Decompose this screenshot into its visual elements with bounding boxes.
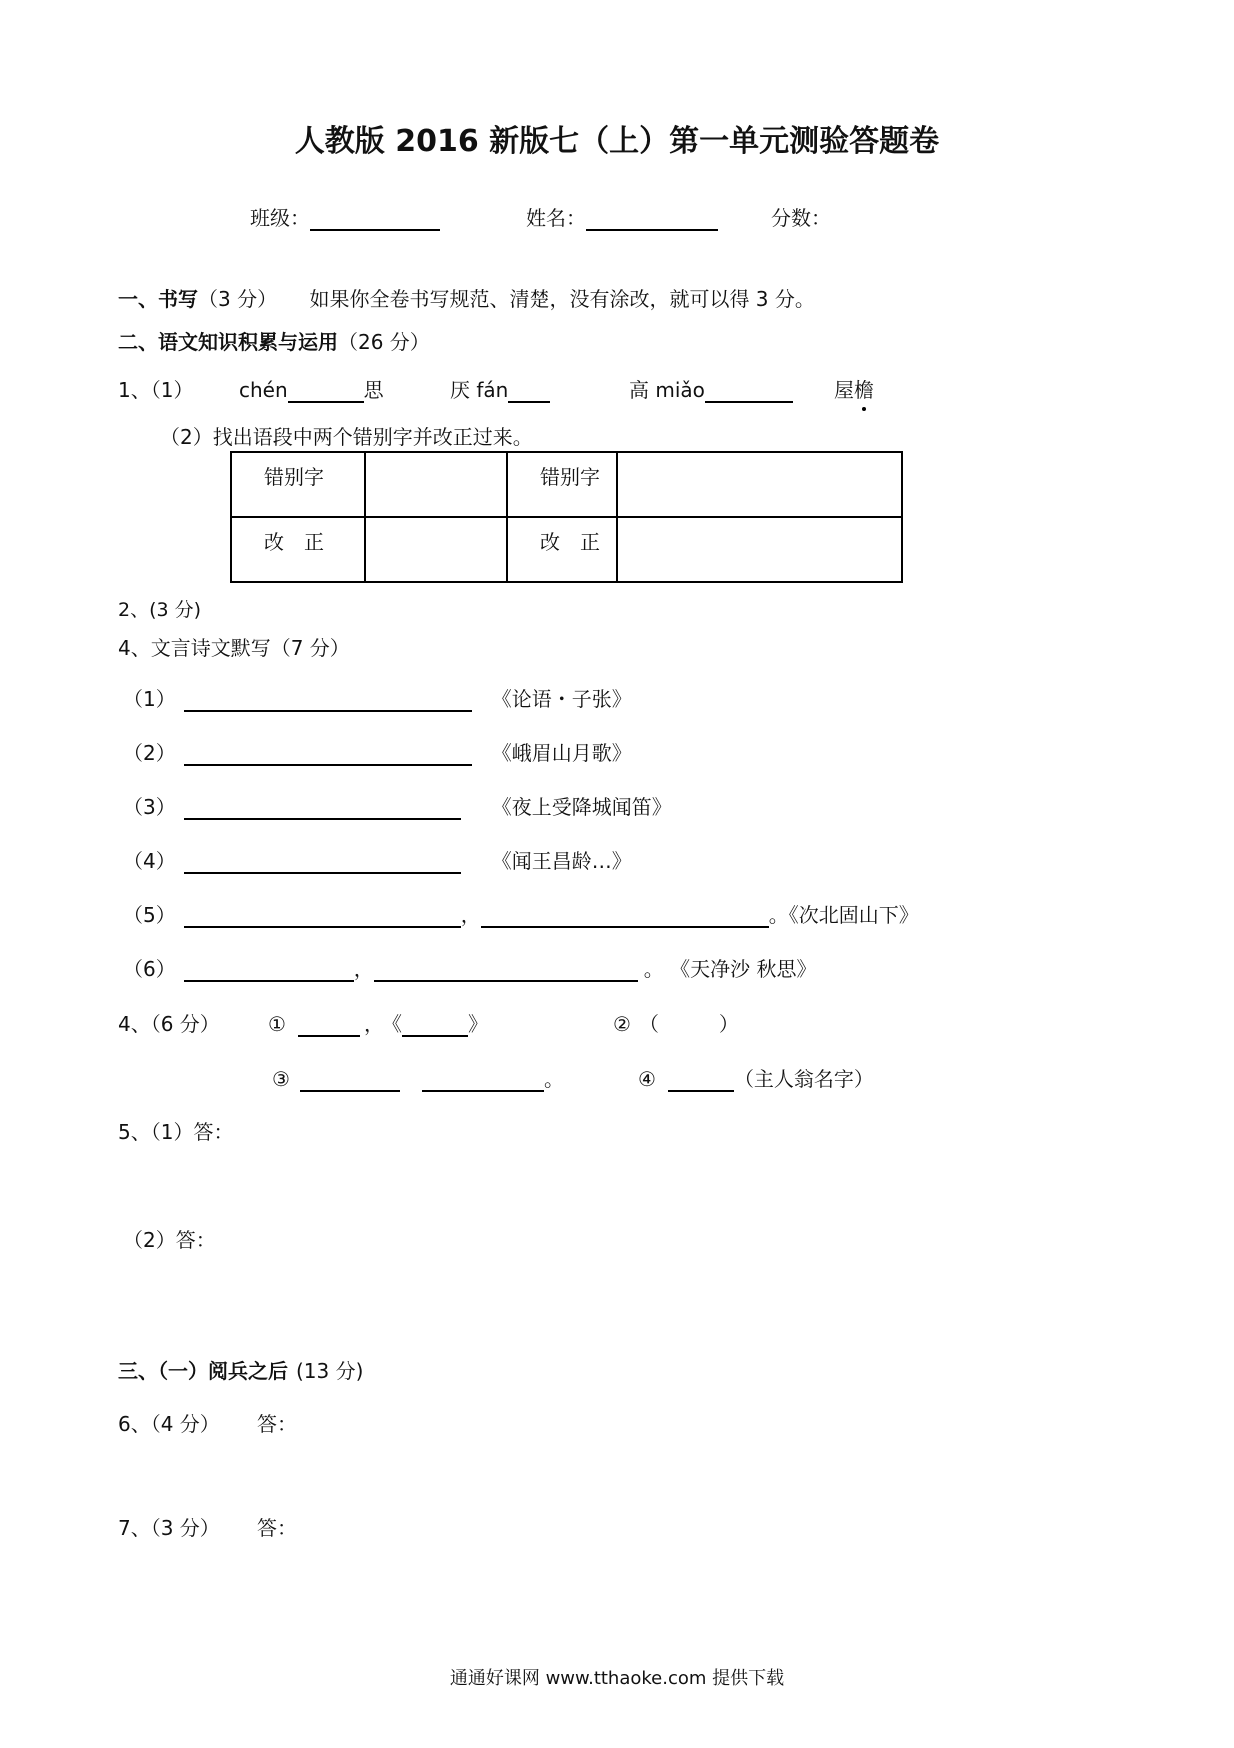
- q1-word-1: [239, 374, 384, 403]
- q4b-item-4-blank[interactable]: [668, 1090, 734, 1092]
- correction-table: [230, 451, 903, 583]
- q1-word-1-pinyin: chén: [239, 378, 288, 402]
- section-1-points: （3 分）: [198, 287, 278, 311]
- q4b-item-1-marker: ①: [268, 1012, 286, 1036]
- section-2-points: （26 分）: [338, 330, 430, 354]
- section-2: [118, 326, 430, 355]
- q4b-item-2: [613, 1008, 739, 1037]
- poem-line-3-source: 《夜上受降城闻笛》: [491, 795, 672, 819]
- poem-line-2-source: 《峨眉山月歌》: [491, 741, 632, 765]
- poem-line-5-sep: ，: [460, 903, 481, 927]
- poem-line-6-blank-b[interactable]: [374, 980, 638, 982]
- q4a-heading: 4、文言诗文默写（7 分）: [118, 636, 350, 660]
- section-3-heading: 三、（一）阅兵之后: [118, 1359, 288, 1383]
- q4b-number: 4、（6 分）: [118, 1012, 220, 1036]
- section-2-heading: 二、语文知识积累与运用: [118, 330, 338, 354]
- score-label: 分数：: [771, 206, 831, 230]
- class-blank: [310, 229, 440, 231]
- q1-word-2: [450, 374, 550, 403]
- q4b-item-1-comma: ，: [363, 1012, 384, 1036]
- q2-label: 2、(3 分): [118, 599, 202, 621]
- q6-number: 6、（4 分）: [118, 1412, 220, 1436]
- q4b-item-3-marker: ③: [272, 1067, 290, 1091]
- q1-word-2-blank: [508, 401, 550, 403]
- q1-word-1-tail: 思: [363, 378, 384, 402]
- page-title: 人教版 2016 新版七（上）第一单元测验答题卷: [294, 124, 940, 159]
- poem-line-4-num: （4）: [123, 849, 176, 873]
- poem-line-4-blank[interactable]: [184, 872, 461, 874]
- q1-word-4-a: 屋: [834, 378, 854, 402]
- q1-word-4-b-dotted: 檐: [854, 374, 874, 403]
- poem-line-3-num: （3）: [123, 795, 176, 819]
- q7-answer-label: 答：: [257, 1516, 297, 1540]
- poem-line-6-sep: ，: [353, 957, 374, 981]
- footer-credit: 通通好课网 www.tthaoke.com 提供下载: [449, 1668, 785, 1689]
- poem-line-5-blank-b[interactable]: [481, 926, 769, 928]
- class-field: [250, 202, 440, 231]
- q4b-item-1: [268, 1008, 488, 1037]
- q1-word-3-blank: [705, 401, 793, 403]
- poem-line-5-blank-a[interactable]: [184, 926, 461, 928]
- q4b-item-1-blank[interactable]: [298, 1035, 360, 1037]
- poem-line-6-num: （6）: [123, 957, 176, 981]
- poem-line-2-num: （2）: [123, 741, 176, 765]
- q1-word-3-text: 高 miǎo: [629, 378, 705, 402]
- name-blank: [586, 229, 718, 231]
- poem-line-5: [123, 899, 919, 928]
- q4b-item-4-hint: （主人翁名字）: [733, 1067, 874, 1091]
- q4b-item-2-paren[interactable]: （ ）: [638, 1012, 739, 1036]
- q4b-item-4: [638, 1063, 874, 1092]
- poem-line-1: [123, 683, 632, 712]
- q5-answer-2: （2）答：: [123, 1228, 216, 1252]
- cell-wrong-answer-2[interactable]: [617, 452, 902, 517]
- q4b-item-3-blank-b[interactable]: [422, 1090, 544, 1092]
- class-label: 班级：: [250, 206, 310, 230]
- table-row: [231, 452, 902, 517]
- section-1-heading: 一、书写: [118, 287, 198, 311]
- poem-line-1-source: 《论语・子张》: [491, 687, 632, 711]
- section-3: [118, 1355, 363, 1384]
- poem-line-6-blank-a[interactable]: [184, 980, 354, 982]
- poem-line-1-num: （1）: [123, 687, 176, 711]
- q6-answer-label: 答：: [257, 1412, 297, 1436]
- q5-answer-1: 5、（1）答：: [118, 1120, 234, 1144]
- q1-sub2: （2）找出语段中两个错别字并改正过来。: [160, 425, 533, 449]
- poem-line-3: [123, 791, 672, 820]
- poem-line-5-source: 。《次北固山下》: [768, 903, 919, 927]
- q1-number: 1、（1）: [118, 378, 194, 402]
- poem-line-5-num: （5）: [123, 903, 176, 927]
- q1-word-4: [834, 374, 874, 403]
- q4b-item-3: [272, 1063, 564, 1092]
- cell-fix-label-2: 改 正: [507, 517, 617, 582]
- name-field: [526, 202, 718, 231]
- q1-word-3: [629, 374, 793, 403]
- section-3-points: (13 分): [296, 1359, 364, 1383]
- poem-line-1-blank[interactable]: [184, 710, 472, 712]
- poem-line-6-source: 。 《天净沙 秋思》: [643, 957, 817, 981]
- section-1: [118, 283, 815, 312]
- cell-wrong-answer-1[interactable]: [365, 452, 507, 517]
- q4b-item-1-title-blank[interactable]: [402, 1035, 468, 1037]
- poem-line-2-blank[interactable]: [184, 764, 472, 766]
- cell-wrong-label-2: 错别字: [507, 452, 617, 517]
- q4b-item-1-lquote: 《: [391, 1012, 402, 1036]
- poem-line-2: [123, 737, 632, 766]
- cell-fix-answer-2[interactable]: [617, 517, 902, 582]
- q4b-item-2-marker: ②: [613, 1012, 631, 1036]
- q7-number: 7、（3 分）: [118, 1516, 220, 1540]
- poem-line-3-blank[interactable]: [184, 818, 461, 820]
- poem-line-4: [123, 845, 632, 874]
- poem-line-6: [123, 953, 816, 982]
- q1-word-2-text: 厌 fán: [450, 378, 509, 402]
- cell-wrong-label-1: 错别字: [231, 452, 365, 517]
- poem-line-4-source: 《闻王昌龄…》: [491, 849, 632, 873]
- q4b-item-4-marker: ④: [638, 1067, 656, 1091]
- name-label: 姓名：: [526, 206, 586, 230]
- q1-word-1-blank: [288, 401, 364, 403]
- q4b-item-3-blank-a[interactable]: [300, 1090, 400, 1092]
- table-row: [231, 517, 902, 582]
- q4b-item-1-rquote: 》: [467, 1012, 488, 1036]
- cell-fix-answer-1[interactable]: [365, 517, 507, 582]
- q4b-item-3-period: 。: [543, 1067, 564, 1091]
- section-1-text: 如果你全卷书写规范、清楚，没有涂改，就可以得 3 分。: [309, 287, 815, 311]
- cell-fix-label-1: 改 正: [231, 517, 365, 582]
